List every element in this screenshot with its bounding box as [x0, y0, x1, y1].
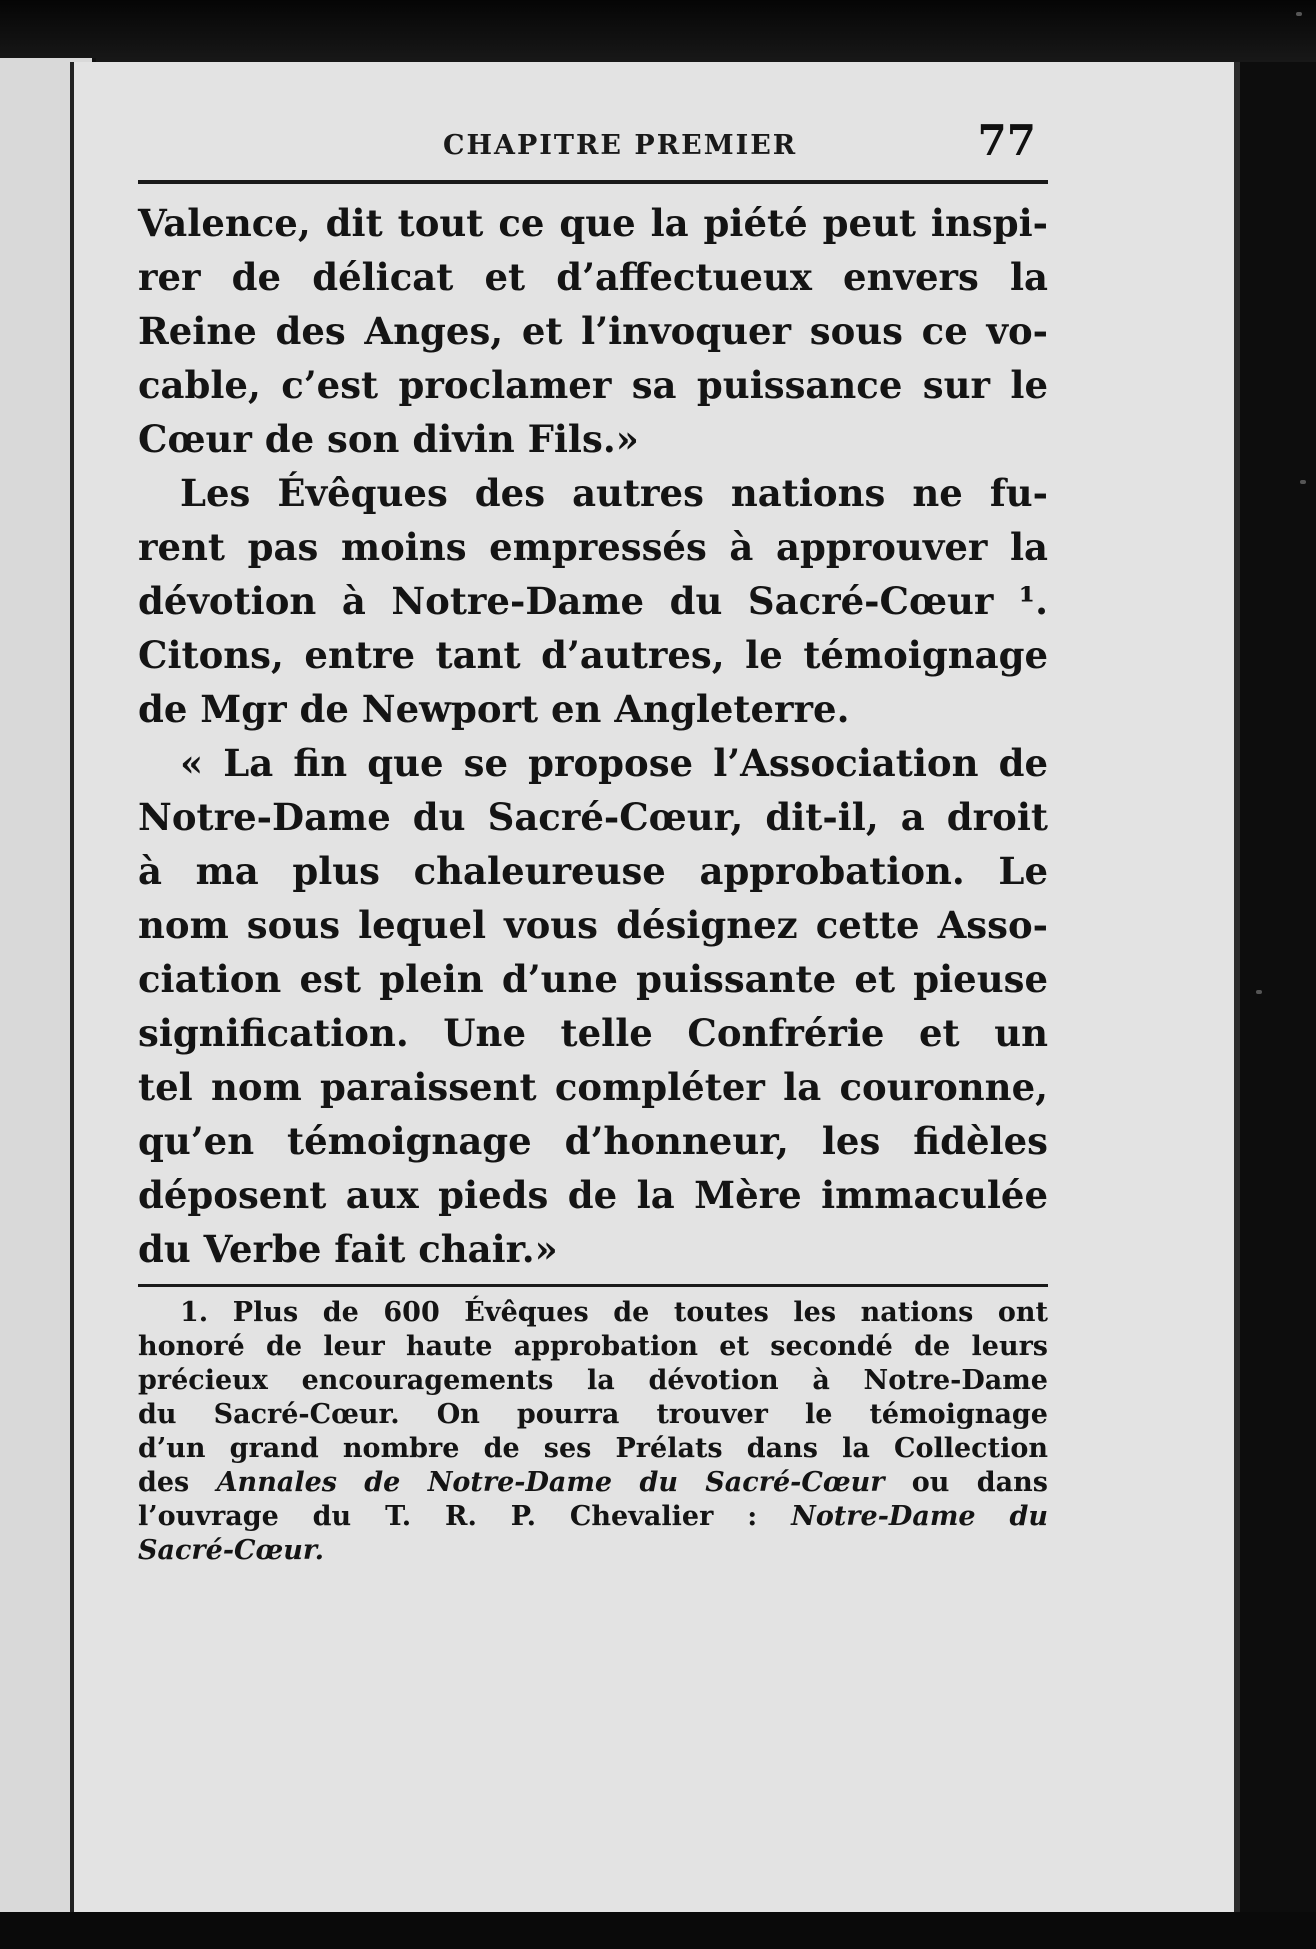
- body-line: tel nom paraissent compléter la couronne,: [138, 1065, 1048, 1109]
- footnote-line: précieux encouragements la dévotion à Notre-Dame: [138, 1365, 1048, 1396]
- body-line: Les Évêques des autres nations ne fu-: [180, 471, 1048, 515]
- body-line: Citons, entre tant d’autres, le témoignage: [138, 633, 1048, 677]
- footnote-line: [138, 1466, 1048, 1500]
- scan-speck: [1296, 12, 1302, 16]
- footnote-text: ou dans: [884, 1467, 1048, 1498]
- body-line: Notre-Dame du Sacré-Cœur, dit-il, a droit: [138, 795, 1048, 839]
- page-header: [138, 116, 1048, 172]
- footnote-rule: [138, 1284, 1048, 1287]
- footnote-italic-title: Sacré-Cœur.: [138, 1535, 325, 1566]
- body-line: « La fin que se propose l’Association de: [180, 741, 1048, 785]
- footnote-line: [138, 1534, 1048, 1568]
- footnote-line: du Sacré-Cœur. On pourra trouver le témoignage: [138, 1399, 1048, 1430]
- body-line: de Mgr de Newport en Angleterre.: [138, 687, 850, 731]
- footnote-line: 1. Plus de 600 Évêques de toutes les nations ont: [180, 1297, 1048, 1328]
- body-line: rer de délicat et d’affectueux envers la: [138, 255, 1048, 299]
- body-line: dévotion à Notre-Dame du Sacré-Cœur ¹.: [138, 579, 1048, 623]
- body-line: ciation est plein d’une puissante et pieuse: [138, 957, 1048, 1001]
- body-line: Reine des Anges, et l’invoquer sous ce vo-: [138, 309, 1048, 353]
- running-title: CHAPITRE PREMIER: [443, 130, 798, 161]
- footnote-line: [138, 1500, 1048, 1534]
- footnote-italic-title: Annales de Notre-Dame du Sacré-Cœur: [216, 1467, 885, 1498]
- body-line: à ma plus chaleureuse approbation. Le: [138, 849, 1048, 893]
- body-line: du Verbe fait chair.»: [138, 1227, 558, 1271]
- body-line: cable, c’est proclamer sa puissance sur le: [138, 363, 1048, 407]
- footnote: [138, 1296, 1048, 1568]
- footnote-text: des: [138, 1467, 217, 1498]
- scan-top-edge: [0, 0, 1316, 62]
- body-line: déposent aux pieds de la Mère immaculée: [138, 1173, 1048, 1217]
- body-line: Cœur de son divin Fils.»: [138, 417, 639, 461]
- body-line: nom sous lequel vous désignez cette Asso-: [138, 903, 1048, 947]
- footnote-line: d’un grand nombre de ses Prélats dans la Collection: [138, 1433, 1048, 1464]
- body-line: signification. Une telle Confrérie et un: [138, 1011, 1048, 1055]
- body-text: [138, 196, 1048, 1276]
- header-rule: [138, 180, 1048, 184]
- body-line: rent pas moins empressés à approuver la: [138, 525, 1048, 569]
- page-number: 77: [977, 116, 1036, 165]
- scan-speck: [1256, 990, 1262, 994]
- scan-speck: [1300, 480, 1306, 484]
- body-line: qu’en témoignage d’honneur, les fidèles: [138, 1119, 1048, 1163]
- footnote-italic-title: Notre-Dame du: [791, 1501, 1048, 1532]
- footnote-text: l’ouvrage du T. R. P. Chevalier :: [138, 1501, 792, 1532]
- footnote-line: honoré de leur haute approbation et secondé de leurs: [138, 1331, 1048, 1362]
- body-line: Valence, dit tout ce que la piété peut inspi-: [138, 201, 1048, 245]
- scan-bottom-edge: [0, 1912, 1316, 1949]
